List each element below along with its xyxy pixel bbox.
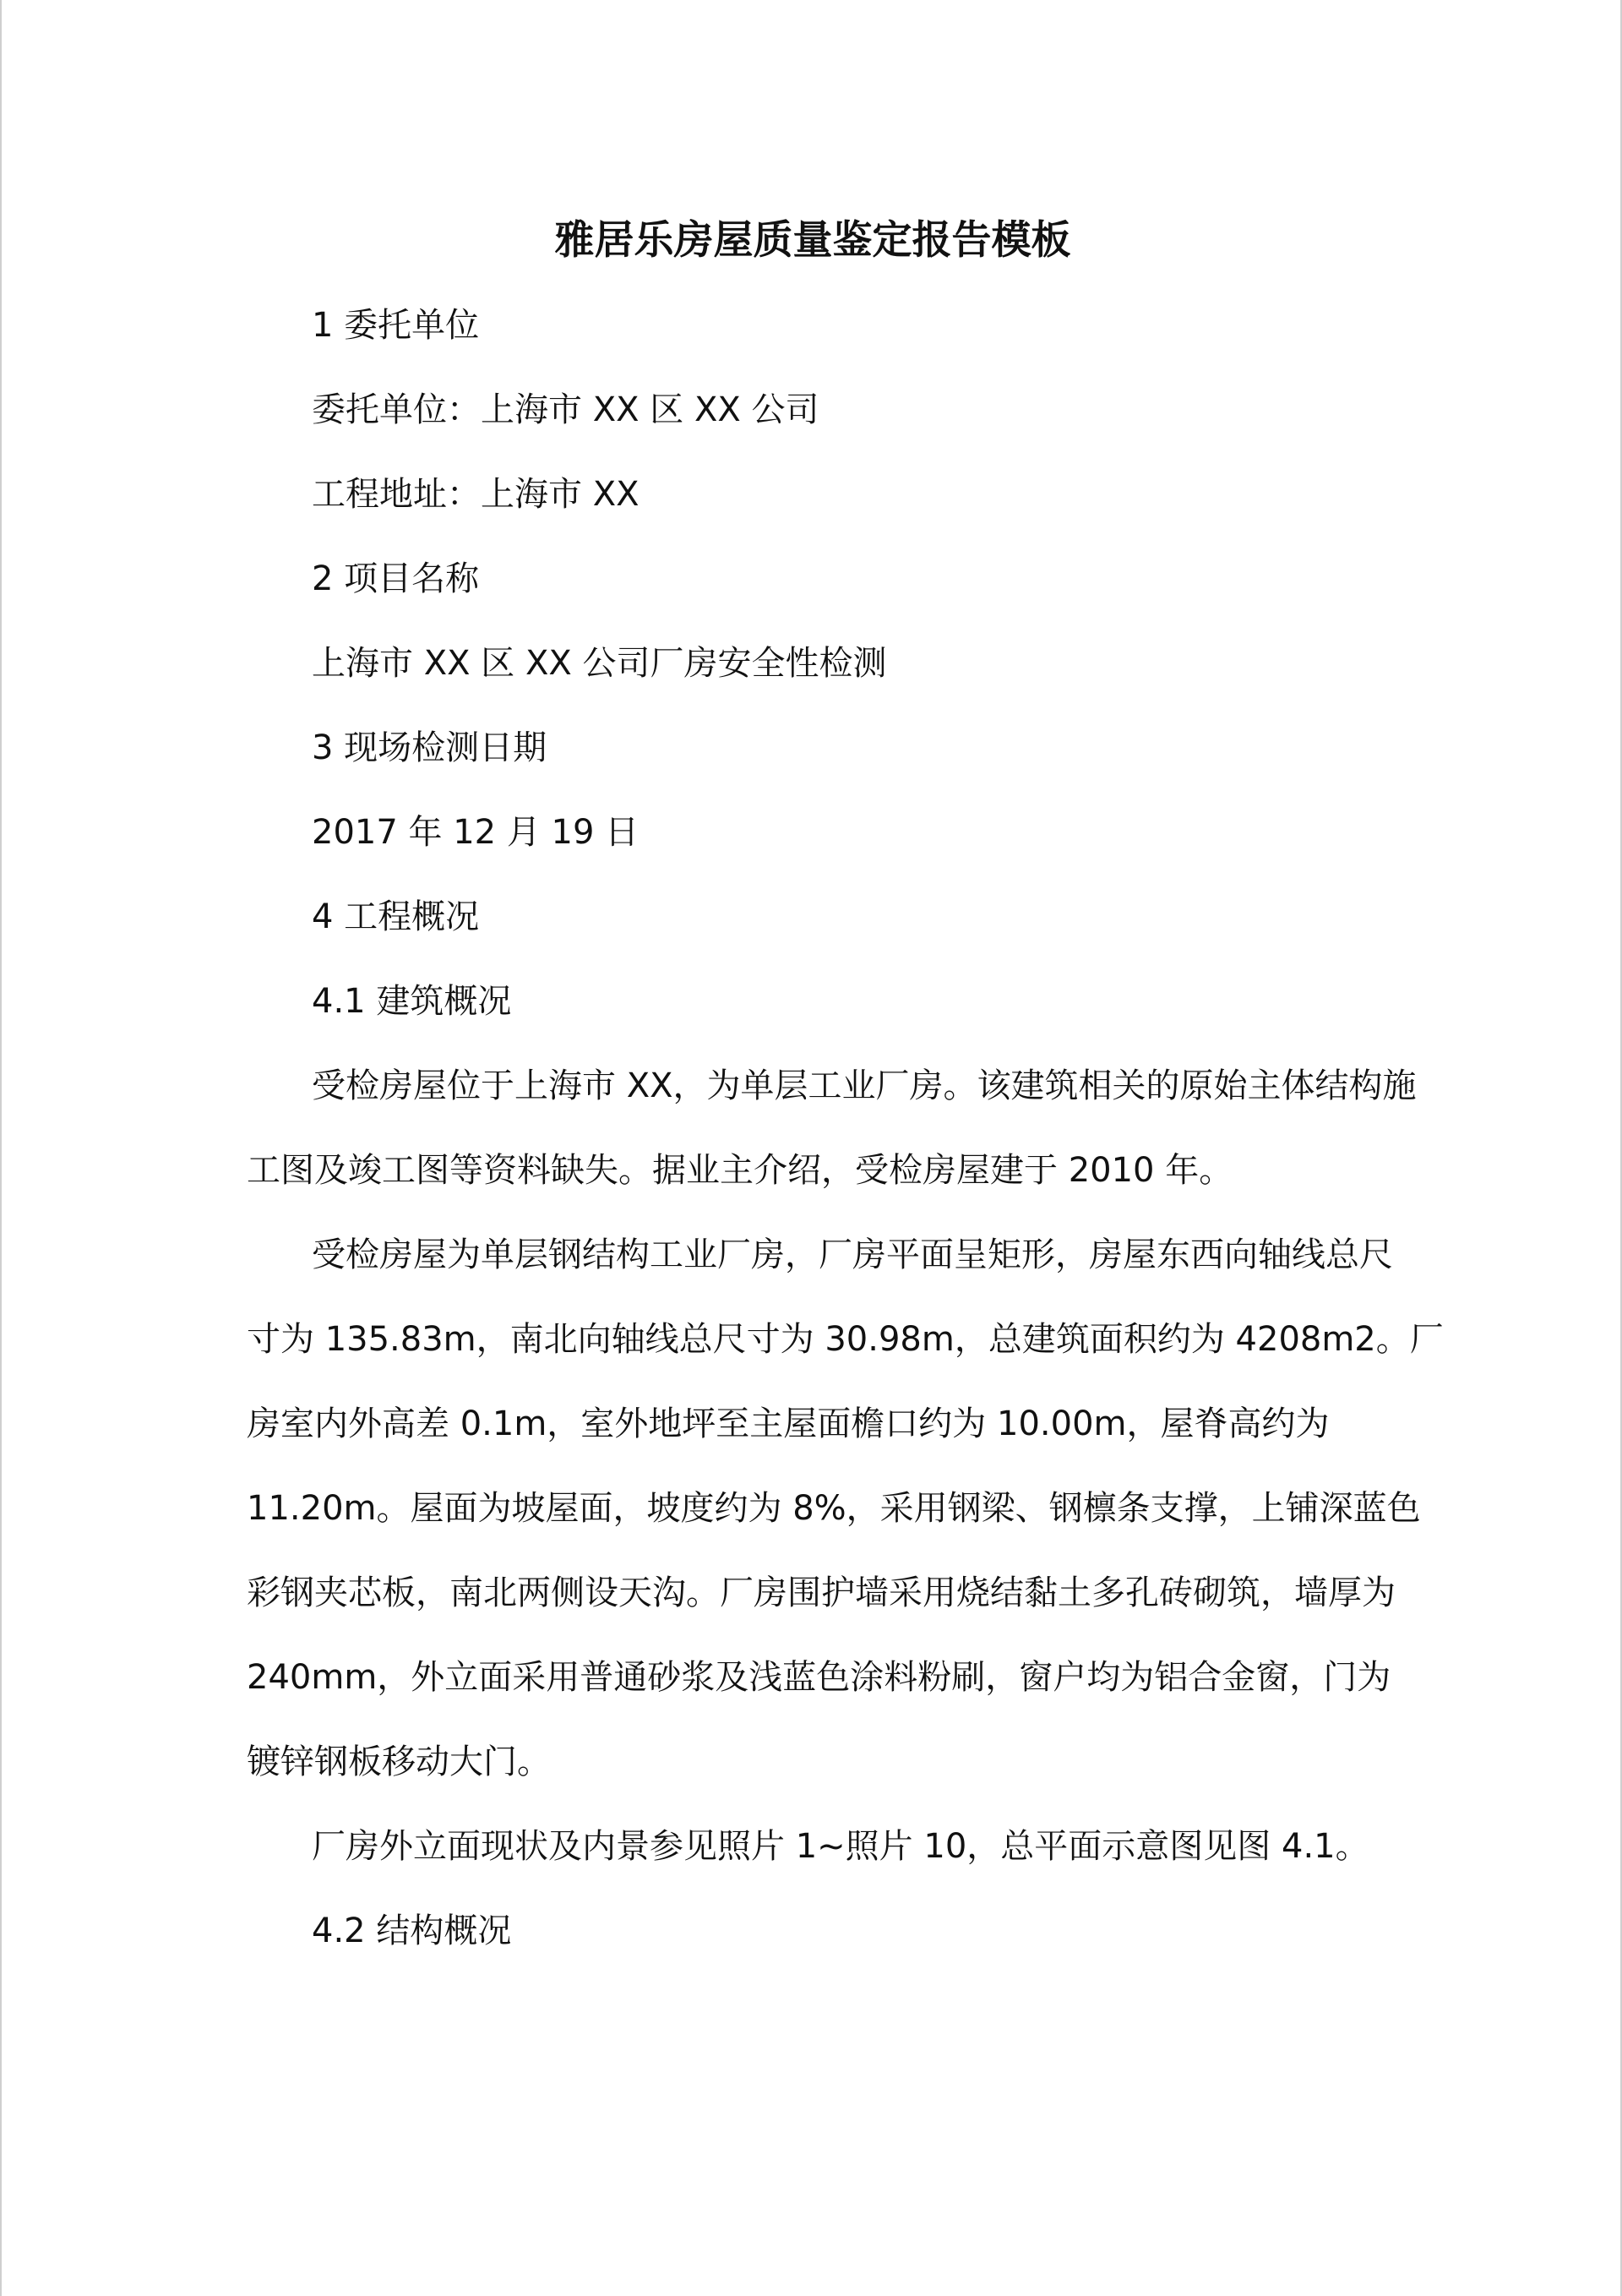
paragraph-line: 厂房外立面现状及内景参见照片 1~照片 10，总平面示意图见图 4.1。: [312, 1827, 1369, 1866]
paragraph-line: 彩钢夹芯板，南北两侧设天沟。厂房围护墙采用烧结黏土多孔砖砌筑，墙厚为: [247, 1573, 1396, 1612]
paragraph-line: 受检房屋位于上海市 XX，为单层工业厂房。该建筑相关的原始主体结构施: [312, 1066, 1417, 1105]
section-heading: 4 工程概况: [312, 897, 480, 936]
paragraph-line: 工图及竣工图等资料缺失。据业主介绍，受检房屋建于 2010 年。: [247, 1151, 1233, 1190]
paragraph-line: 上海市 XX 区 XX 公司厂房安全性检测: [312, 644, 887, 683]
paragraph-line: 受检房屋为单层钢结构工业厂房，厂房平面呈矩形，房屋东西向轴线总尺: [312, 1235, 1393, 1274]
section-heading: 2 项目名称: [312, 559, 480, 598]
paragraph-line: 委托单位：上海市 XX 区 XX 公司: [312, 390, 819, 429]
paragraph-line: 寸为 135.83m，南北向轴线总尺寸为 30.98m，总建筑面积约为 4208m2。厂: [247, 1320, 1444, 1359]
section-heading: 3 现场检测日期: [312, 728, 547, 767]
paragraph-line: 房室内外高差 0.1m，室外地坪至主屋面檐口约为 10.00m，屋脊高约为: [247, 1404, 1330, 1443]
paragraph-line: 镀锌钢板移动大门。: [247, 1742, 551, 1781]
paragraph-line: 11.20m。屋面为坡屋面，坡度约为 8%，采用钢梁、钢檩条支撑，上铺深蓝色: [247, 1489, 1421, 1528]
document-title: 雅居乐房屋质量鉴定报告模板: [554, 217, 1071, 264]
subsection-heading: 4.1 建筑概况: [312, 982, 512, 1021]
paragraph-line: 240mm，外立面采用普通砂浆及浅蓝色涂料粉刷，窗户均为铝合金窗，门为: [247, 1658, 1391, 1697]
paragraph-line: 2017 年 12 月 19 日: [312, 813, 640, 852]
paragraph-line: 工程地址：上海市 XX: [312, 475, 640, 514]
section-heading: 1 委托单位: [312, 306, 480, 345]
subsection-heading: 4.2 结构概况: [312, 1912, 512, 1950]
